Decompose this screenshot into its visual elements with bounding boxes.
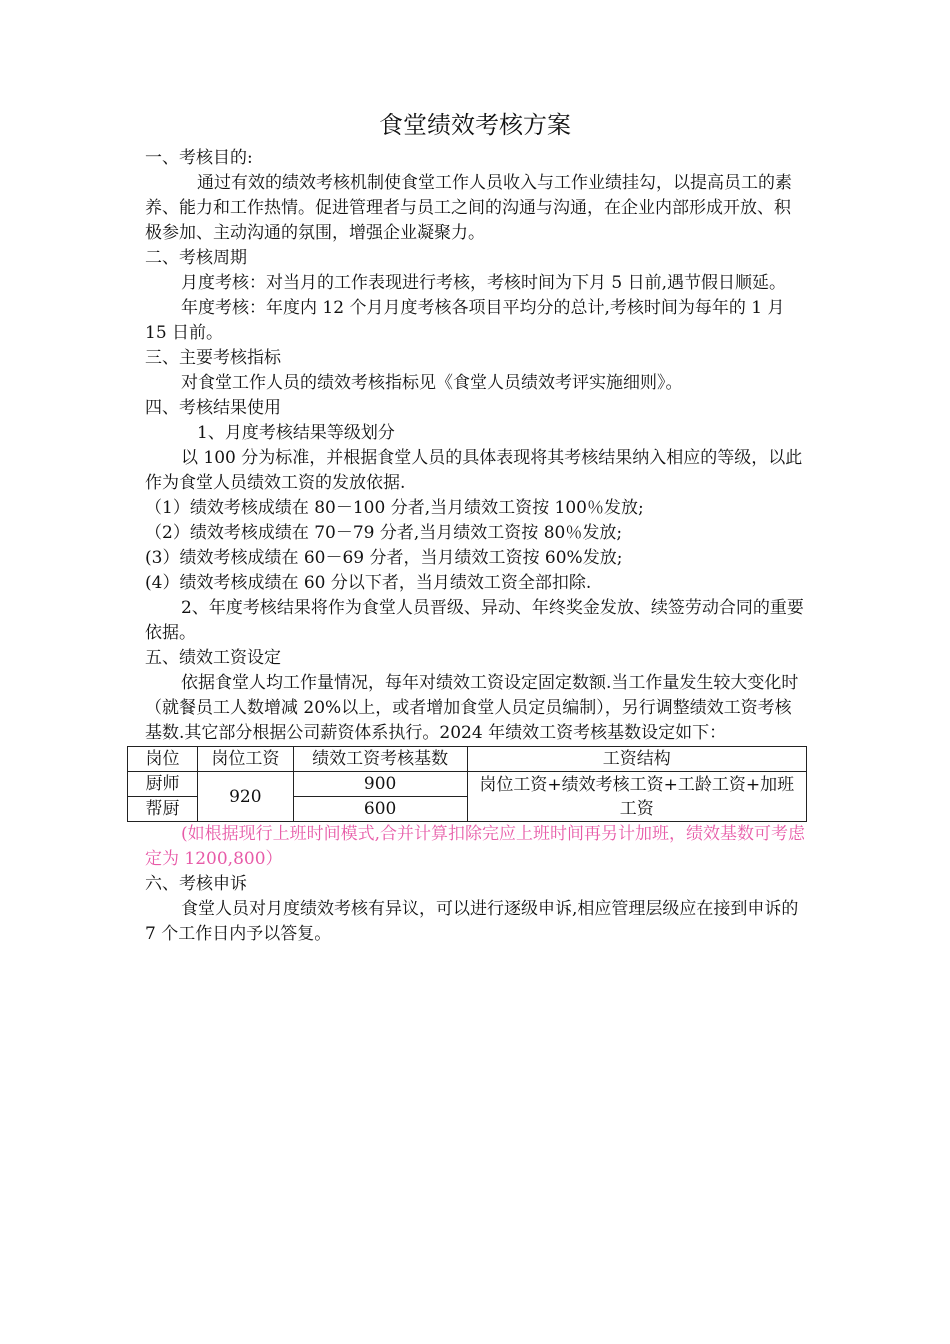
- table-header-cell: 岗位工资: [197, 747, 293, 772]
- grade-item-3: (3）绩效考核成绩在 60－69 分者，当月绩效工资按 60%发放;: [145, 548, 623, 568]
- grading-standard-paragraph: 以 100 分为标准，并根据食堂人员的具体表现将其考核结果纳入相应的等级，以此作为食堂人员绩效工资的发放依据.: [145, 448, 803, 493]
- section-5-heading: 五、绩效工资设定: [145, 648, 281, 668]
- grade-item-4: (4）绩效考核成绩在 60 分以下者，当月绩效工资全部扣除.: [145, 573, 592, 593]
- section-2-heading: 二、考核周期: [145, 248, 247, 268]
- table-header-cell: 绩效工资考核基数: [293, 747, 467, 772]
- table-cell-post-wage: 920: [197, 772, 293, 822]
- section-6-body: 食堂人员对月度绩效考核有异议，可以进行逐级申诉,相应管理层级应在接到申诉的 7 个工作日内予以答复。: [145, 899, 799, 944]
- section-3-body: 对食堂工作人员的绩效考核指标见《食堂人员绩效考评实施细则》。: [181, 373, 683, 393]
- section-4-subheading-1: 1、月度考核结果等级划分: [197, 423, 395, 443]
- section-5-body: 依据食堂人均工作量情况，每年对绩效工资设定固定数额.当工作量发生较大变化时（就餐员工人数增减 20%以上，或者增加食堂人员定员编制），另行调整绩效工资考核基数.其它部分根据公司薪资体系执行。2024 年绩效工资考核基数设定如下：: [145, 673, 799, 743]
- document-body: [145, 146, 807, 947]
- table-cell-base: 900: [293, 772, 467, 797]
- monthly-review-paragraph: 月度考核：对当月的工作表现进行考核，考核时间为下月 5 日前,遇节假日顺延。: [181, 273, 787, 293]
- table-cell-structure: 岗位工资+绩效考核工资+工龄工资+加班工资: [467, 772, 806, 822]
- table-header-cell: 岗位: [128, 747, 198, 772]
- table-cell-post: 帮厨: [128, 797, 198, 822]
- salary-note: (如根据现行上班时间模式,合并计算扣除完应上班时间再另计加班，绩效基数可考虑定为 1200,800）: [145, 824, 806, 869]
- grade-item-1: （1）绩效考核成绩在 80－100 分者,当月绩效工资按 100％发放;: [145, 498, 644, 518]
- section-4-heading: 四、考核结果使用: [145, 398, 281, 418]
- table-cell-post: 厨师: [128, 772, 198, 797]
- document-title: 食堂绩效考核方案: [379, 111, 571, 139]
- section-1-heading: 一、考核目的:: [145, 148, 253, 168]
- grade-item-2: （2）绩效考核成绩在 70－79 分者,当月绩效工资按 80％发放;: [145, 523, 623, 543]
- table-cell-base: 600: [293, 797, 467, 822]
- section-6-heading: 六、考核申诉: [145, 874, 247, 894]
- section-3-heading: 三、主要考核指标: [145, 348, 281, 368]
- section-1-body: 通过有效的绩效考核机制使食堂工作人员收入与工作业绩挂勾，以提高员工的素养、能力和工作热情。促进管理者与员工之间的沟通与沟通，在企业内部形成开放、积极参加、主动沟通的氛围，增强企业凝聚力。: [145, 173, 792, 243]
- salary-table: [127, 746, 807, 822]
- table-row: [128, 772, 807, 797]
- annual-review-paragraph: 年度考核：年度内 12 个月月度考核各项目平均分的总计,考核时间为每年的 1 月 15 日前。: [145, 298, 785, 343]
- table-header-row: [128, 747, 807, 772]
- section-4-subheading-2: 2、年度考核结果将作为食堂人员晋级、异动、年终奖金发放、续签劳动合同的重要依据。: [145, 598, 804, 643]
- table-header-cell: 工资结构: [467, 747, 806, 772]
